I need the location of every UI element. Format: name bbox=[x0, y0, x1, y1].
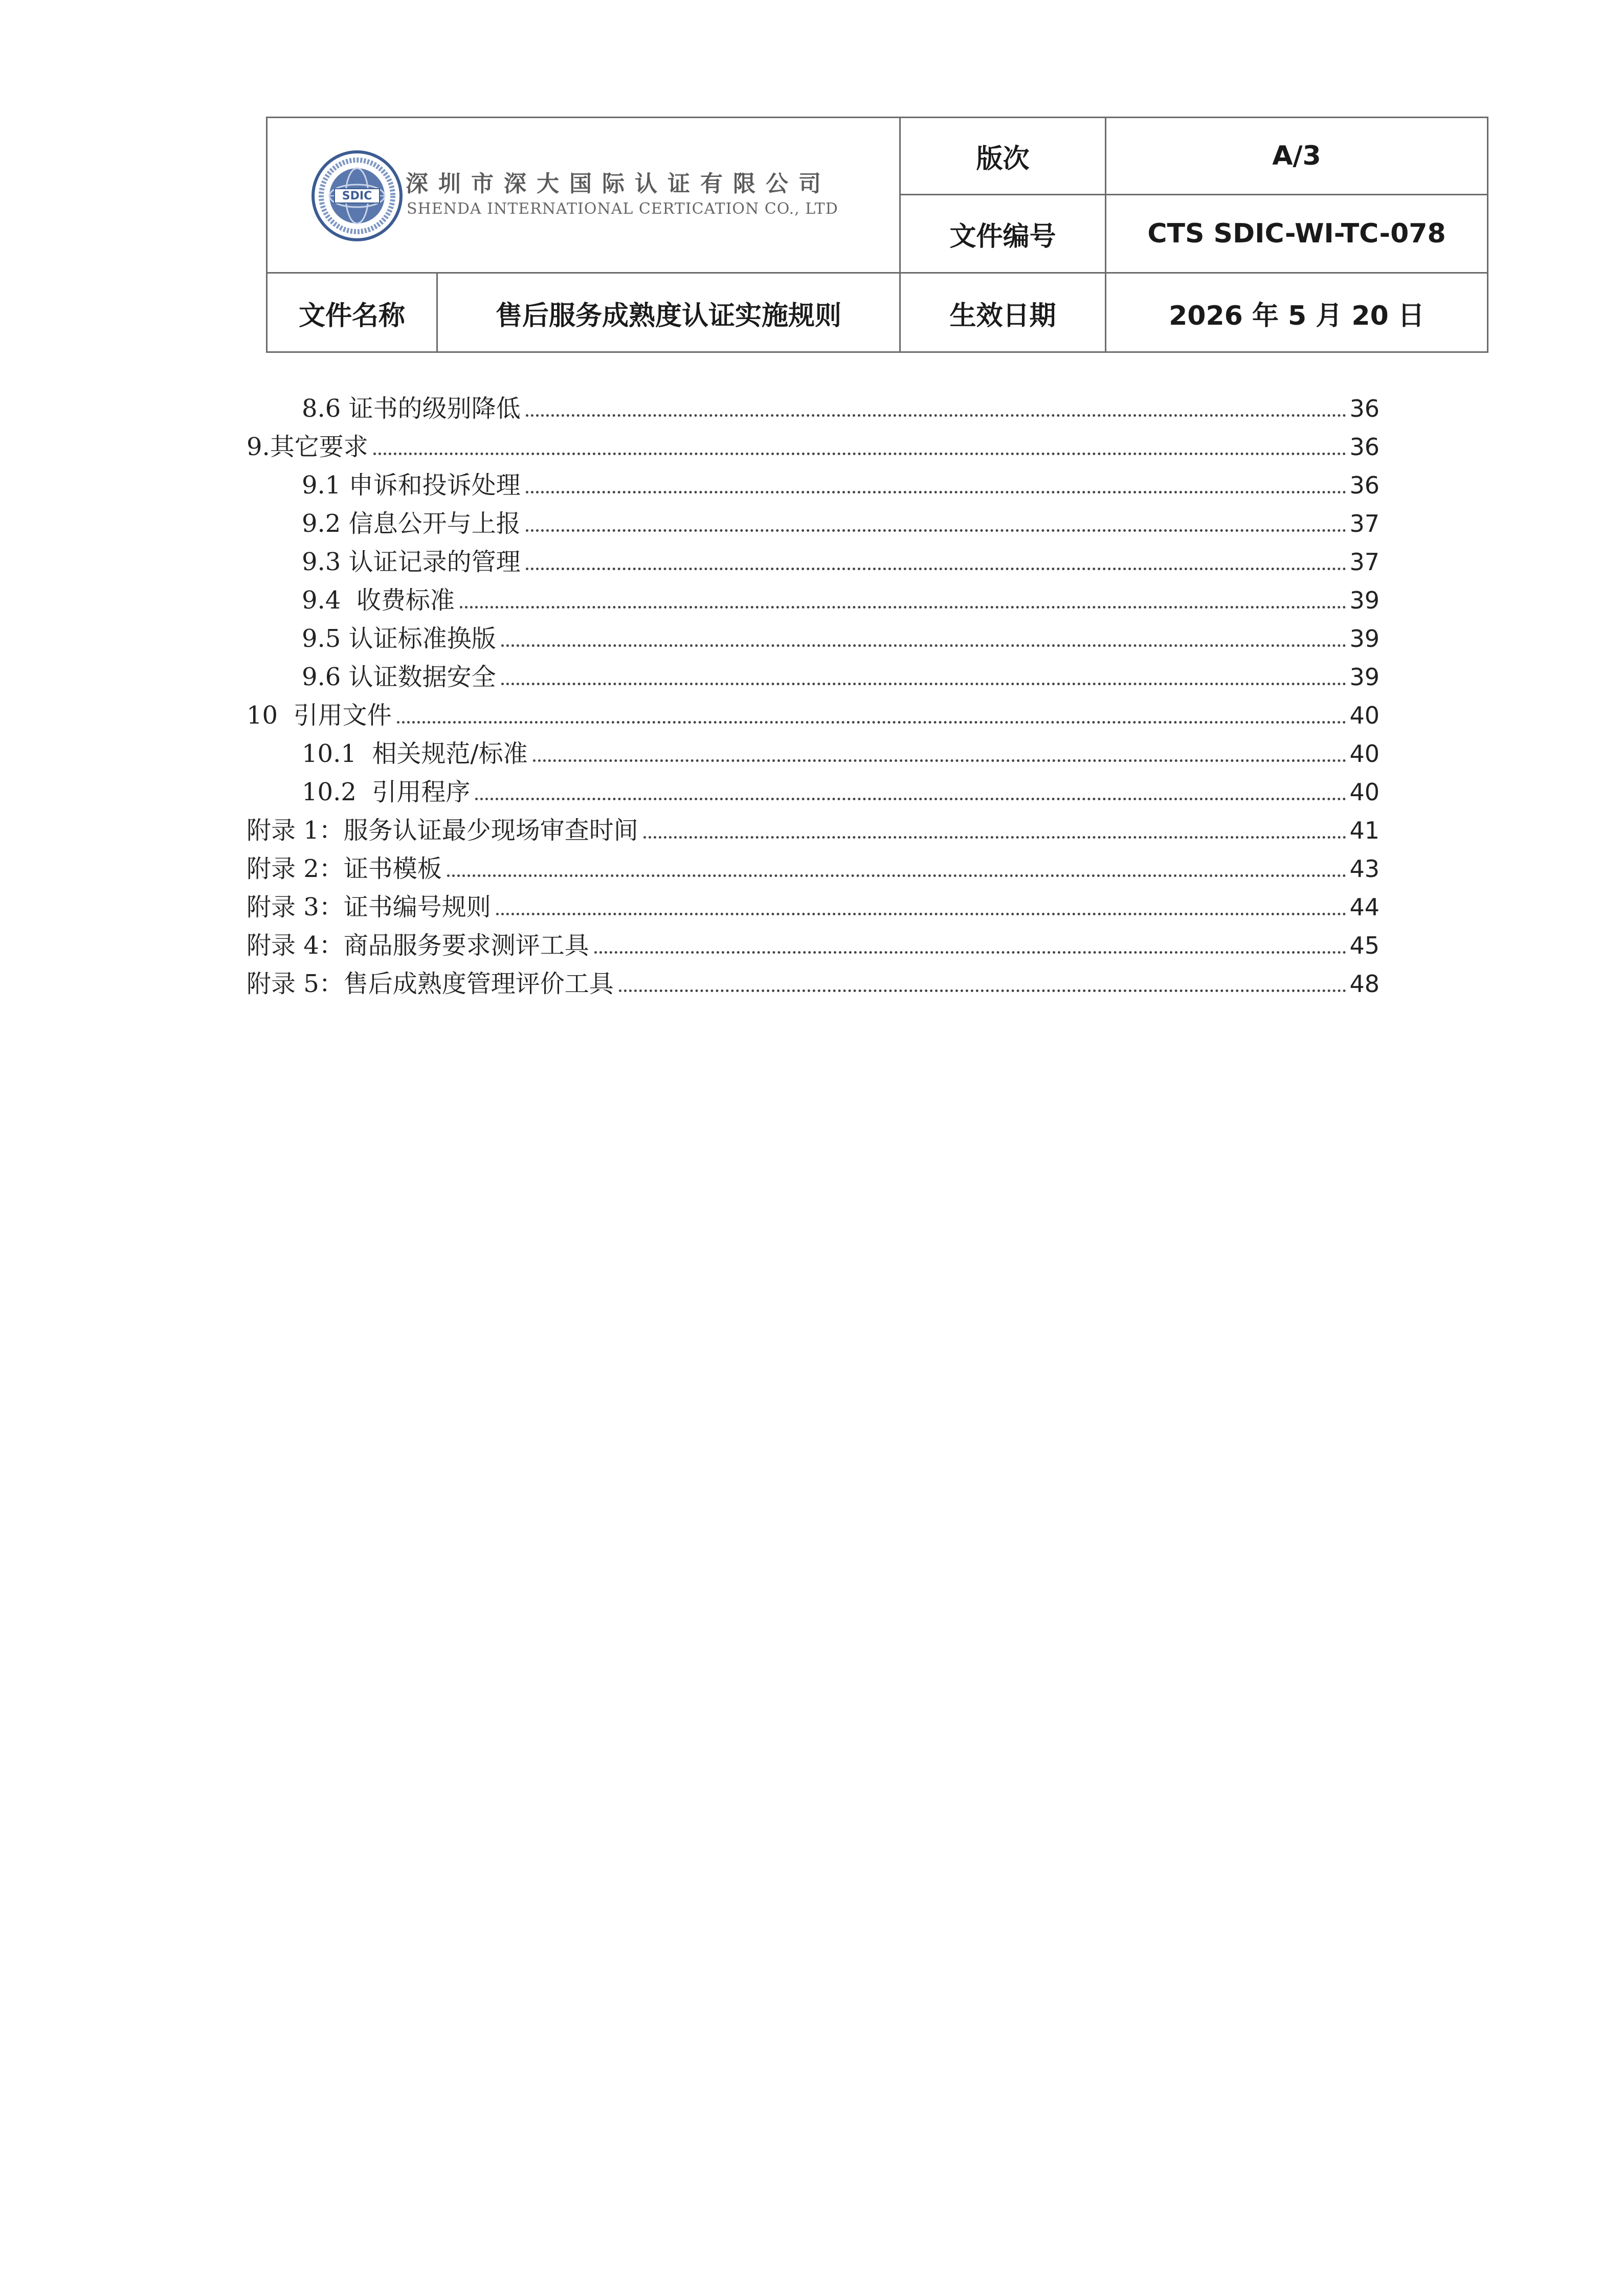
document-header-table bbox=[266, 117, 1488, 353]
toc-entry-title: 附录 3：证书编号规则 bbox=[247, 893, 491, 921]
version-value: A/3 bbox=[1272, 141, 1321, 171]
company-seal-icon bbox=[311, 150, 403, 242]
toc-entry[interactable] bbox=[247, 695, 1380, 733]
toc-entry-page: 39 bbox=[1349, 587, 1380, 614]
toc-entry[interactable] bbox=[247, 964, 1380, 1002]
logo-text: SDIC bbox=[342, 190, 372, 202]
company-name-english: SHENDA INTERNATIONAL CERTICATION CO., LTD bbox=[407, 200, 838, 218]
toc-dot-leader bbox=[501, 682, 1347, 685]
toc-entry-title: 8.6 证书的级别降低 bbox=[302, 394, 521, 423]
toc-entry[interactable] bbox=[302, 772, 1380, 810]
toc-entry-title: 附录 5：售后成熟度管理评价工具 bbox=[247, 970, 614, 998]
toc-entry-title: 9.1 申诉和投诉处理 bbox=[302, 471, 521, 500]
toc-entry-page: 36 bbox=[1349, 433, 1380, 461]
toc-entry[interactable] bbox=[302, 389, 1380, 426]
toc-dot-leader bbox=[373, 452, 1347, 455]
document-name-label: 文件名称 bbox=[298, 301, 405, 331]
toc-entry[interactable] bbox=[247, 811, 1380, 848]
toc-entry-page: 37 bbox=[1349, 548, 1380, 576]
company-logo-block bbox=[268, 118, 901, 274]
toc-entry[interactable] bbox=[302, 619, 1380, 657]
toc-dot-leader bbox=[526, 490, 1347, 493]
toc-entry[interactable] bbox=[302, 465, 1380, 503]
toc-dot-leader bbox=[526, 567, 1347, 570]
toc-entry-page: 43 bbox=[1349, 855, 1380, 883]
toc-entry[interactable] bbox=[302, 657, 1380, 695]
toc-entry-page: 48 bbox=[1349, 970, 1380, 998]
document-number-value: CTS SDIC-WI-TC-078 bbox=[1147, 218, 1446, 249]
toc-dot-leader bbox=[447, 874, 1347, 877]
toc-entry-title: 10.1 相关规范/标准 bbox=[302, 739, 528, 768]
toc-dot-leader bbox=[594, 951, 1347, 954]
toc-entry-title: 附录 2：证书模板 bbox=[247, 854, 442, 883]
toc-entry-title: 附录 4：商品服务要求测评工具 bbox=[247, 931, 589, 960]
document-name-value: 售后服务成熟度认证实施规则 bbox=[495, 301, 841, 331]
toc-entry[interactable] bbox=[247, 887, 1380, 925]
toc-entry-title: 9.2 信息公开与上报 bbox=[302, 509, 521, 538]
toc-entry-title: 9.3 认证记录的管理 bbox=[302, 548, 521, 576]
toc-entry-title: 10 引用文件 bbox=[247, 701, 392, 730]
toc-entry-page: 40 bbox=[1349, 702, 1380, 729]
toc-entry-title: 9.4 收费标准 bbox=[302, 586, 455, 615]
toc-entry-title: 9.6 认证数据安全 bbox=[302, 663, 496, 691]
toc-entry[interactable] bbox=[302, 542, 1380, 580]
toc-dot-leader bbox=[526, 414, 1347, 417]
toc-entry[interactable] bbox=[247, 926, 1380, 963]
toc-entry-title: 附录 1：服务认证最少现场审查时间 bbox=[247, 816, 638, 845]
company-name-chinese: 深圳市深大国际认证有限公司 bbox=[406, 171, 831, 197]
toc-entry-title: 9.5 认证标准换版 bbox=[302, 624, 496, 653]
toc-entry-page: 39 bbox=[1349, 663, 1380, 691]
toc-entry-page: 39 bbox=[1349, 625, 1380, 652]
toc-dot-leader bbox=[460, 605, 1347, 609]
toc-dot-leader bbox=[619, 989, 1347, 992]
toc-entry-title: 10.2 引用程序 bbox=[302, 778, 471, 806]
toc-entry-page: 40 bbox=[1349, 740, 1380, 768]
document-number-label: 文件编号 bbox=[949, 221, 1056, 252]
toc-entry-page: 41 bbox=[1349, 817, 1380, 844]
toc-dot-leader bbox=[526, 529, 1347, 532]
toc-dot-leader bbox=[501, 644, 1347, 647]
toc-entry[interactable] bbox=[247, 849, 1380, 887]
effective-date-value: 2026 年 5 月 20 日 bbox=[1169, 301, 1425, 331]
toc-entry[interactable] bbox=[302, 504, 1380, 542]
toc-entry-page: 37 bbox=[1349, 510, 1380, 537]
toc-dot-leader bbox=[643, 836, 1347, 839]
toc-entry-page: 45 bbox=[1349, 932, 1380, 959]
toc-entry-title: 9.其它要求 bbox=[247, 433, 368, 461]
toc-entry-page: 36 bbox=[1349, 395, 1380, 422]
toc-entry-page: 36 bbox=[1349, 471, 1380, 499]
toc-dot-leader bbox=[397, 721, 1347, 724]
toc-entry-page: 44 bbox=[1349, 893, 1380, 921]
toc-dot-leader bbox=[533, 759, 1347, 762]
toc-entry[interactable] bbox=[247, 427, 1380, 465]
effective-date-label: 生效日期 bbox=[949, 301, 1056, 331]
toc-dot-leader bbox=[475, 797, 1346, 800]
toc-entry[interactable] bbox=[302, 580, 1380, 618]
toc-entry-page: 40 bbox=[1349, 778, 1380, 806]
toc-entry[interactable] bbox=[302, 734, 1380, 772]
version-label: 版次 bbox=[976, 143, 1030, 174]
toc-dot-leader bbox=[496, 912, 1347, 915]
